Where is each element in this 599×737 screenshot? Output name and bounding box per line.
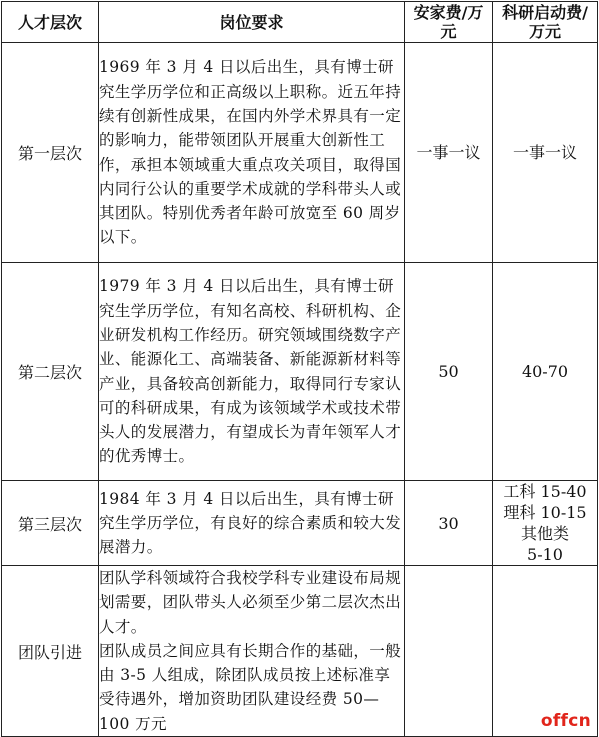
row-research <box>493 263 598 481</box>
table-header-row <box>2 2 598 43</box>
row-research <box>493 43 598 263</box>
row-requirements <box>99 566 405 737</box>
research-value-other-label: 其他类 <box>520 524 569 543</box>
requirements-paragraph: 1969 年 3 月 4 日以后出生，具有博士研究生学历学位和正高级以上职称。近五年持续有创新性成果，在国内外学术界具有一定的影响力，能带领团队开展重大创新性工作，承担本领域重大重点攻关项目，取得国内同行公认的重要学术成就的学科带头人或其团队。特别优秀者年龄可放宽至 60 周岁以下。 <box>99 58 402 247</box>
row-research <box>493 481 598 566</box>
settlement-value: 30 <box>438 513 459 533</box>
research-value-engineering: 工科 15-40 <box>503 482 587 501</box>
research-value: 40-70 <box>521 362 569 381</box>
header-research-label: 科研启动费/万元 <box>502 3 588 41</box>
header-settlement-label: 安家费/万元 <box>413 3 484 41</box>
table-row <box>2 481 598 566</box>
header-research <box>493 2 598 43</box>
row-requirements <box>99 263 405 481</box>
research-value: 一事一议 <box>512 143 577 162</box>
row-requirements <box>99 481 405 566</box>
requirements-paragraph: 团队学科领域符合我校学科专业建设布局规划需要，团队带头人必须至少第二层次杰出人才。 <box>99 569 402 636</box>
header-settlement <box>405 2 493 43</box>
row-settlement <box>405 481 493 566</box>
row-level: 第二层次 <box>2 263 99 481</box>
requirements-paragraph: 团队成员之间应具有长期合作的基础，一般由 3-5 人组成，除团队成员按上述标准享受待遇外，增加资助团队建设经费 50—100 万元 <box>99 641 402 733</box>
requirements-paragraph: 1979 年 3 月 4 日以后出生，具有博士研究生学历学位，有知名高校、科研机构、企业研发机构工作经历。研究领域围绕数字产业、能源化工、高端装备、新能源新材料等产业，具备较高创新能力，取得同行专家认可的科研成果，有成为该领域学术或技术带头人的发展潜力，有望成长为青年领军人才的优秀博士。 <box>99 277 402 466</box>
row-settlement-empty <box>405 566 493 737</box>
settlement-value: 50 <box>438 362 459 381</box>
settlement-value: 一事一议 <box>416 143 481 162</box>
header-requirements-label: 岗位要求 <box>219 12 284 32</box>
row-level: 第三层次 <box>2 481 99 566</box>
row-requirements <box>99 43 405 263</box>
row-level: 团队引进 <box>2 566 99 737</box>
talent-recruitment-table <box>1 1 598 737</box>
table-row <box>2 263 598 481</box>
research-value-other: 5-10 <box>527 545 563 564</box>
header-level-label: 人才层次 <box>17 12 82 32</box>
header-requirements <box>99 2 405 43</box>
table-row <box>2 566 598 737</box>
header-level <box>2 2 99 43</box>
row-settlement <box>405 43 493 263</box>
row-level: 第一层次 <box>2 43 99 263</box>
research-value-science: 理科 10-15 <box>503 503 587 522</box>
table-row <box>2 43 598 263</box>
offcn-watermark-logo: offcn <box>540 711 591 731</box>
row-settlement <box>405 263 493 481</box>
requirements-paragraph: 1984 年 3 月 4 日以后出生，具有博士研究生学历学位，有良好的综合素质和较大发展潜力。 <box>99 489 402 557</box>
